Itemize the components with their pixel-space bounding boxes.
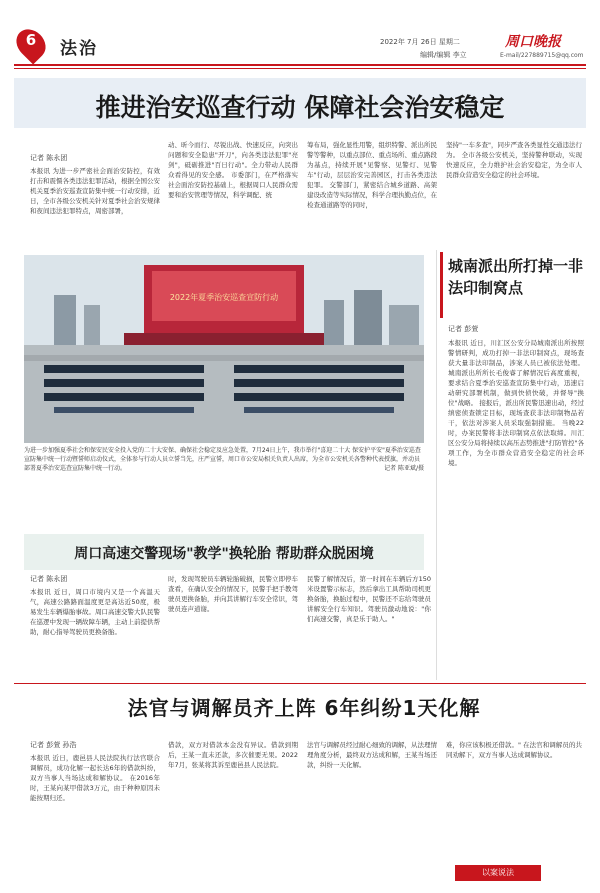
article1-col3: 筹布局，强化显性用警，组织特警、派出所民警等警种，以重点部位、重点场所、重点路段为基点，持续开展"见警察、见警灯、见警车"行动，层层治安完善园区，打击各类违法犯罪。 交警部门，紧密结合城乡道路、高架建设改造等实际情况，科学合理执勤点位，在检查通道路等的同时， <box>307 141 437 209</box>
header-rule-thin <box>14 68 586 69</box>
article4-col2: 借款，双方对借款本金没有异议。借款到期后，王某一直未还款，多次催要无果。2022年7月，张某将其诉至鹿邑县人民法院。 <box>168 741 298 769</box>
case-law-stamp: 以案说法 <box>455 865 541 881</box>
article2-text: 本报讯 近日，川汇区公安分局城南派出所按照警情研判，成功打掉一非法印制窝点，现场查获大量非法印制品，涉案人员已被依法处理。 城南派出所所长毛俊睿了解情况后高度重视，要求结合夏季治安巡查宣防集中行动，迅速启动研究部署机制，做到快侦快破，并督导"换位"战略。 接报后，派出所民警迅速出动，经过缜密侦查锁定目标，现场查获非法印制物品若干，依法对涉案人员采取强制措施。 当晚22时，办案民警将非法印制窝点依法取缔。川汇区公安分局将持续以高压态势推进"打防管控"各项工作，为全市群众营造安全稳定的社会环境。 <box>448 339 584 467</box>
article4-col1: 本报讯 近日，鹿邑县人民法院执行法官联合调解员，成功化解一起长达6年的借款纠纷，双方当事人当场达成和解协议。 在2016年时，王某向某甲借款3万元，由于种种原因未能按期归还。 <box>30 754 160 802</box>
page-number: 6 <box>25 31 37 49</box>
article4-col3: 法官与调解员经过耐心细致的调解，从法理情理角度分析，最终双方达成和解，王某当场还款，纠纷一天化解。 <box>307 741 437 769</box>
article4-rule <box>14 683 586 684</box>
newspaper-logo: 周口晚报 <box>505 34 561 50</box>
article1-col1: 本报讯 为进一步严密社会面治安防控，有效打击和震慑各类违法犯罪活动，根据全国公安机关夏季治安巡查宣防集中统一行动安排，近日，全市各级公安机关针对夏季社会治安规律和夜间违法犯罪特点，周密部署， <box>30 167 160 215</box>
article3-col3: 民警了解情况后，第一时间在车辆后方150米设置警示标志，然后拿出工具帮助司机更换备胎，换胎过程中，民警还不忘给驾驶员讲解安全行车知识。驾驶员激动地说："你们高速交警，真是乐于助人。" <box>307 575 431 623</box>
news-photo <box>24 255 424 443</box>
stage-banner-text: 2022年夏季治安巡查宣防行动 <box>169 293 279 302</box>
article4-col4: 难，你应该积极还借款。" 在法官和调解员的共同劝解下，双方当事人达成调解协议。 <box>446 741 582 759</box>
article4-headline: 法官与调解员齐上阵 6年纠纷1天化解 <box>127 696 481 720</box>
article1-col2: 动、昕今而行、尽锐出战、快速反应，向突出问题和安全隐患"开刀"，向各类违法犯罪"亮剑"，砥砺推进"百日行动"。全力带动人民群众看得见的安全感。 市委部门，在严格落实社会面治安防控基础上，根据周口人民群众需要和治安管理等情况，科学调配、统 <box>168 141 298 199</box>
side-headline-marker <box>440 252 443 318</box>
article3-headline: 周口高速交警现场"教学"换轮胎 帮助群众脱困境 <box>74 546 374 562</box>
column-divider <box>436 250 437 680</box>
photo-caption <box>24 446 424 473</box>
date-line: 2022年 7月 26日 星期二 <box>380 38 460 46</box>
header-rule <box>14 64 586 66</box>
caption-text: 为进一步加强夏季社会和保安民安全投入党的二十大安保、确保社会稳定及应急处置，7月24日上午，我市举行"喜迎二十大 保安护平安"夏季治安巡查宣防集中统一行动暨誓师启动仪式，全体参与行动人员立誓当先，庄严宣誓，周口市公安局相关负责人出席，为全市公安机关各警种代表授旗，并动员部署夏季治安巡查宣防集中统一行动。 <box>24 447 421 472</box>
article3-byline: 记者 陈永团 <box>30 575 68 583</box>
article2-byline: 记者 彭萱 <box>448 325 479 333</box>
photo-credit: 记者 陈亚斌/摄 <box>384 465 424 472</box>
article4-byline: 记者 彭萱 孙浩 <box>30 741 77 749</box>
section-title: 法治 <box>60 39 98 59</box>
article3-col2: 时，发现驾驶员车辆轮胎破损，民警立即停车查看，在确认安全的情况下，民警手把手教驾驶员更换备胎，并向其讲解行车安全常识，驾驶员连声道谢。 <box>168 575 298 613</box>
photo-illustration <box>24 255 424 443</box>
article3-col1: 本报讯 近日，周口市境内又是一个高温天气，高速公路路面温度更是高达近50度，极易发生车辆爆胎事故。周口高速交警大队民警在巡逻中发现一辆故障车辆，主动上前提供帮助，耐心指导驾驶员更换备胎。 <box>30 588 160 636</box>
article2-headline: 城南派出所打掉一非法印制窝点 <box>448 257 584 297</box>
editor-line: 编辑/编辑 李立 <box>420 51 467 59</box>
article1-headline: 推进治安巡查行动 保障社会治安稳定 <box>95 93 505 122</box>
editor-email: E-mail/227889715@qq.com <box>500 52 584 59</box>
article1-col4: 坚持"一车多查"，同步严查各类显性交通违法行为。 全市各级公安机关，坚持警种联动，实现快速反应，全力维护社会治安稳定，为全市人民群众营造安全稳定的社会环境。 <box>446 141 582 179</box>
article1-byline: 记者 陈永团 <box>30 154 68 162</box>
